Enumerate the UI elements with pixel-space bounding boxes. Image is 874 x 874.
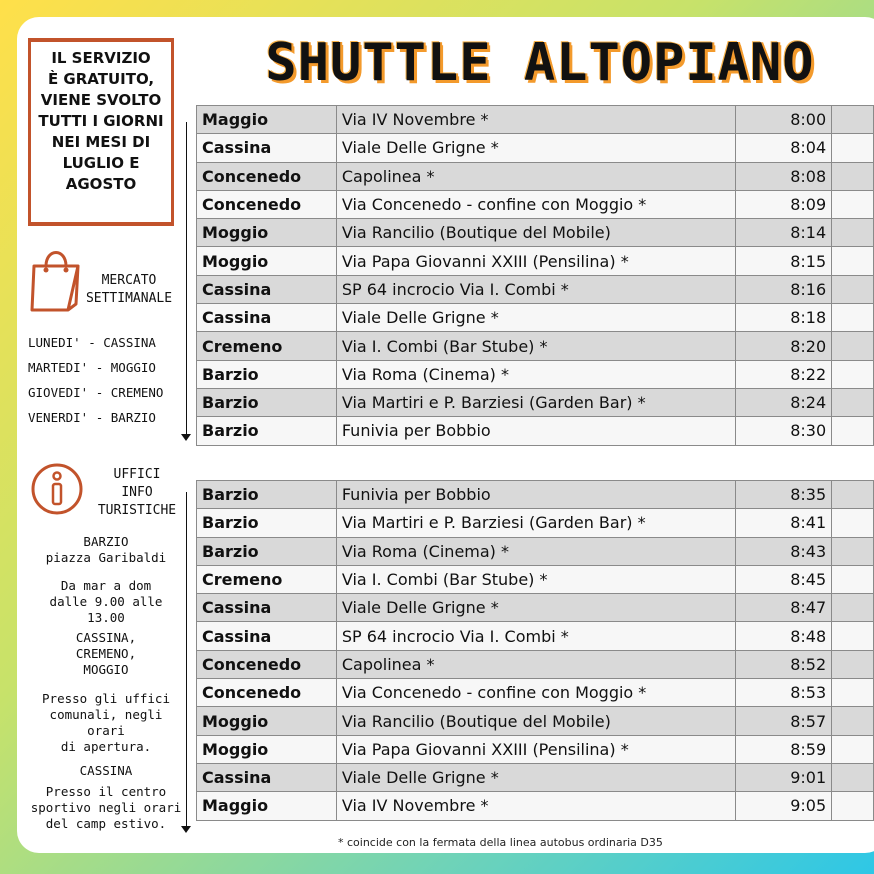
info-line: MOGGIO [83,662,129,677]
town-cell: Cassina [197,594,337,622]
stop-cell: Via Papa Giovanni XXIII (Pensilina) * [336,247,736,275]
town-cell: Cassina [197,763,337,791]
time-cell: 9:01 [736,763,832,791]
info-icon [30,462,84,516]
stop-cell: SP 64 incrocio Via I. Combi * [336,622,736,650]
time-cell: 8:04 [736,134,832,162]
town-cell: Moggio [197,219,337,247]
schedule-return-table [196,480,874,821]
outbound-arrow-head [181,434,191,441]
empty-cell [832,622,874,650]
stop-cell: Funivia per Bobbio [336,417,736,445]
info-line: Presso gli uffici [42,691,170,706]
empty-cell [832,332,874,360]
town-cell: Maggio [197,106,337,134]
empty-cell [832,565,874,593]
table-row [197,735,874,763]
market-title [74,272,184,308]
time-cell: 8:24 [736,388,832,416]
info-title-line: INFO [121,485,153,500]
table-row [197,417,874,445]
time-cell: 8:47 [736,594,832,622]
notice-line: È GRATUITO, [47,70,155,88]
empty-cell [832,247,874,275]
empty-cell [832,707,874,735]
empty-cell [832,481,874,509]
town-cell: Moggio [197,707,337,735]
schedule-outbound-table [196,105,874,446]
info-towns-note [28,691,184,755]
info-title-line: TURISTICHE [97,503,177,518]
empty-cell [832,388,874,416]
table-row [197,763,874,791]
stop-cell: Via IV Novembre * [336,106,736,134]
table-row [197,360,874,388]
town-cell: Cassina [197,275,337,303]
empty-cell [832,106,874,134]
empty-cell [832,509,874,537]
stop-cell: Viale Delle Grigne * [336,594,736,622]
page-title: SHUTTLE ALTOPIANO [265,33,815,93]
time-cell: 8:52 [736,650,832,678]
market-day: GIOVEDI' - CREMENO [28,385,164,400]
town-cell: Concenedo [197,679,337,707]
table-row [197,509,874,537]
return-arrow-line [186,492,187,828]
town-cell: Concenedo [197,162,337,190]
info-cassina-note [28,784,184,832]
market-title-line: SETTIMANALE [85,291,173,306]
town-cell: Barzio [197,360,337,388]
empty-cell [832,792,874,820]
time-cell: 8:15 [736,247,832,275]
market-title-line: MERCATO [101,273,157,288]
stop-cell: Viale Delle Grigne * [336,304,736,332]
info-cassina-title: CASSINA [79,763,133,778]
info-line: sportivo negli orari [30,800,182,815]
table-row [197,792,874,820]
stop-cell: Funivia per Bobbio [336,481,736,509]
time-cell: 8:59 [736,735,832,763]
stop-cell: Viale Delle Grigne * [336,763,736,791]
table-row [197,565,874,593]
info-line: del camp estivo. [45,816,167,831]
town-cell: Cassina [197,304,337,332]
table-row [197,332,874,360]
empty-cell [832,190,874,218]
stop-cell: Viale Delle Grigne * [336,134,736,162]
time-cell: 8:30 [736,417,832,445]
empty-cell [832,219,874,247]
time-cell: 8:14 [736,219,832,247]
table-row [197,679,874,707]
stop-cell: Via Concenedo - confine con Moggio * [336,679,736,707]
time-cell: 8:08 [736,162,832,190]
table-row [197,388,874,416]
service-notice-box [28,38,174,226]
stop-cell: SP 64 incrocio Via I. Combi * [336,275,736,303]
info-line: BARZIO [83,534,129,549]
time-cell: 8:48 [736,622,832,650]
town-cell: Cassina [197,622,337,650]
town-cell: Moggio [197,735,337,763]
town-cell: Barzio [197,417,337,445]
stop-cell: Via Martiri e P. Barziesi (Garden Bar) * [336,509,736,537]
empty-cell [832,275,874,303]
table-row [197,134,874,162]
town-cell: Barzio [197,388,337,416]
table-row [197,707,874,735]
service-notice-text [31,48,171,195]
table-row [197,622,874,650]
info-line: Presso il centro [45,784,167,799]
empty-cell [832,134,874,162]
stop-cell: Via Roma (Cinema) * [336,537,736,565]
time-cell: 8:53 [736,679,832,707]
time-cell: 8:43 [736,537,832,565]
stop-cell: Capolinea * [336,650,736,678]
notice-line: AGOSTO [65,175,137,193]
table-row [197,106,874,134]
table-row [197,537,874,565]
info-line: comunali, negli orari [49,707,163,738]
stop-cell: Via Papa Giovanni XXIII (Pensilina) * [336,735,736,763]
table-row [197,247,874,275]
notice-line: IL SERVIZIO [51,49,151,67]
empty-cell [832,763,874,791]
market-day: LUNEDI' - CASSINA [28,335,156,350]
town-cell: Barzio [197,509,337,537]
time-cell: 8:22 [736,360,832,388]
notice-line: NEI MESI DI [51,133,151,151]
notice-line: TUTTI I GIORNI [38,112,164,130]
empty-cell [832,650,874,678]
info-line: piazza Garibaldi [45,550,167,565]
info-title-line: UFFICI [113,467,161,482]
table-row [197,219,874,247]
stop-cell: Via Martiri e P. Barziesi (Garden Bar) * [336,388,736,416]
table-row [197,190,874,218]
empty-cell [832,735,874,763]
empty-cell [832,537,874,565]
time-cell: 8:35 [736,481,832,509]
table-row [197,304,874,332]
time-cell: 8:57 [736,707,832,735]
town-cell: Moggio [197,247,337,275]
stop-cell: Via I. Combi (Bar Stube) * [336,565,736,593]
market-day: VENERDI' - BARZIO [28,410,156,425]
info-line: Da mar a dom [60,578,152,593]
info-barzio-hours [28,578,184,626]
time-cell: 8:18 [736,304,832,332]
table-row [197,650,874,678]
time-cell: 8:16 [736,275,832,303]
empty-cell [832,417,874,445]
time-cell: 8:00 [736,106,832,134]
time-cell: 8:09 [736,190,832,218]
stop-cell: Via I. Combi (Bar Stube) * [336,332,736,360]
info-title [88,466,186,520]
info-towns [28,630,184,678]
stop-cell: Via Rancilio (Boutique del Mobile) [336,707,736,735]
empty-cell [832,594,874,622]
town-cell: Concenedo [197,650,337,678]
market-days-list [28,330,188,430]
table-row [197,594,874,622]
town-cell: Cremeno [197,565,337,593]
time-cell: 8:41 [736,509,832,537]
stop-cell: Via Rancilio (Boutique del Mobile) [336,219,736,247]
info-line: CASSINA, [75,630,137,645]
town-cell: Barzio [197,537,337,565]
empty-cell [832,360,874,388]
empty-cell [832,304,874,332]
stop-cell: Via Concenedo - confine con Moggio * [336,190,736,218]
town-cell: Maggio [197,792,337,820]
time-cell: 9:05 [736,792,832,820]
notice-line: VIENE SVOLTO [40,91,162,109]
time-cell: 8:45 [736,565,832,593]
town-cell: Concenedo [197,190,337,218]
town-cell: Cremeno [197,332,337,360]
town-cell: Cassina [197,134,337,162]
market-day: MARTEDI' - MOGGIO [28,360,156,375]
table-row [197,481,874,509]
info-barzio-location [28,534,184,566]
notice-line: LUGLIO E [62,154,140,172]
stop-cell: Via Roma (Cinema) * [336,360,736,388]
info-line: dalle 9.00 alle 13.00 [49,594,163,625]
stop-cell: Via IV Novembre * [336,792,736,820]
table-row [197,162,874,190]
empty-cell [832,162,874,190]
table-row [197,275,874,303]
stop-cell: Capolinea * [336,162,736,190]
info-line: CREMENO, [75,646,137,661]
footnote: * coincide con la fermata della linea autobus ordinaria D35 [338,836,663,849]
time-cell: 8:20 [736,332,832,360]
info-line: di apertura. [60,739,152,754]
empty-cell [832,679,874,707]
town-cell: Barzio [197,481,337,509]
